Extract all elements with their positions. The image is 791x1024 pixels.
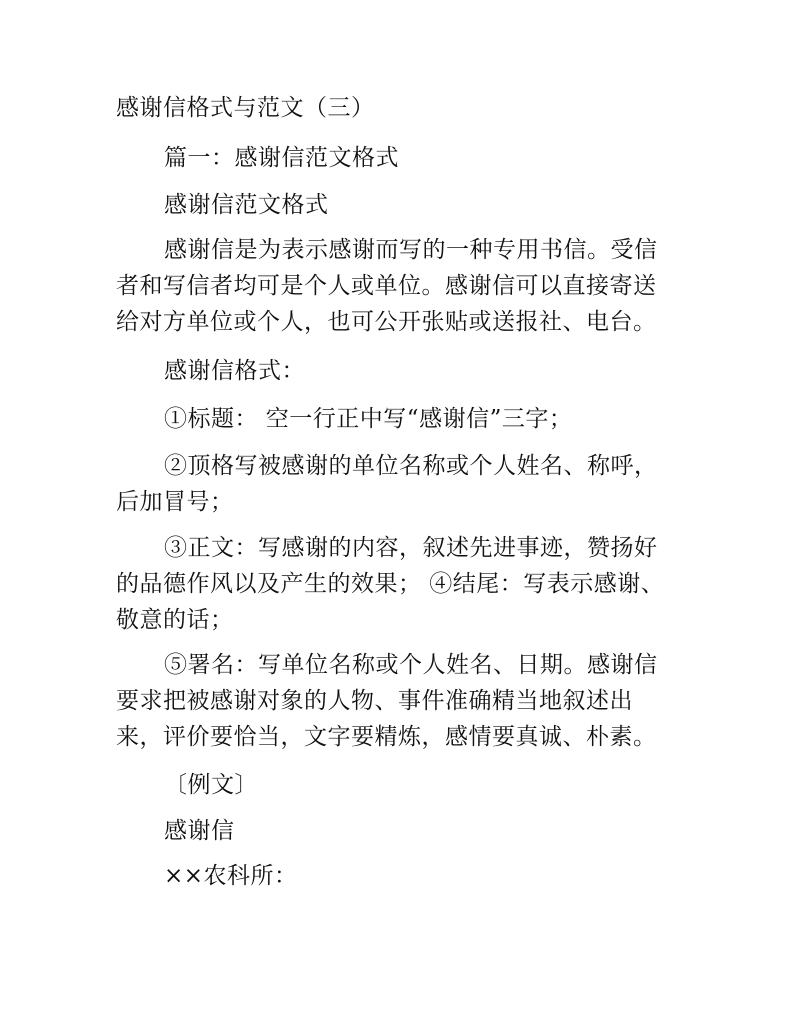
subheading: 感谢信范文格式 bbox=[164, 192, 329, 218]
example-label: 〔例文〕 bbox=[164, 772, 258, 798]
format-item-signature: ⑤署名：写单位名称或个人姓名、日期。感谢信要求把被感谢对象的人物、事件准确精当地叙述出来，评价要恰当，文字要精炼，感情要真诚、朴素。 bbox=[116, 652, 658, 750]
example-salutation: ××农科所： bbox=[164, 863, 298, 889]
example-title: 感谢信 bbox=[164, 818, 235, 844]
format-item-body: ③正文：写感谢的内容，叙述先进事迹，赞扬好的品德作风以及产生的效果； ④结尾：写表示感谢、敬意的话； bbox=[116, 535, 665, 633]
intro-paragraph: 感谢信是为表示感谢而写的一种专用书信。受信者和写信者均可是个人或单位。感谢信可以直接寄送给对方单位或个人，也可公开张贴或送报社、电台。 bbox=[116, 237, 658, 335]
document-title: 感谢信格式与范文（三） bbox=[116, 95, 375, 121]
format-heading: 感谢信格式： bbox=[164, 358, 305, 384]
format-item-salutation: ②顶格写被感谢的单位名称或个人姓名、称呼，后加冒号； bbox=[116, 453, 658, 515]
format-item-title: ①标题： 空一行正中写“感谢信”三字； bbox=[164, 406, 573, 432]
section-heading: 篇一：感谢信范文格式 bbox=[164, 145, 399, 171]
